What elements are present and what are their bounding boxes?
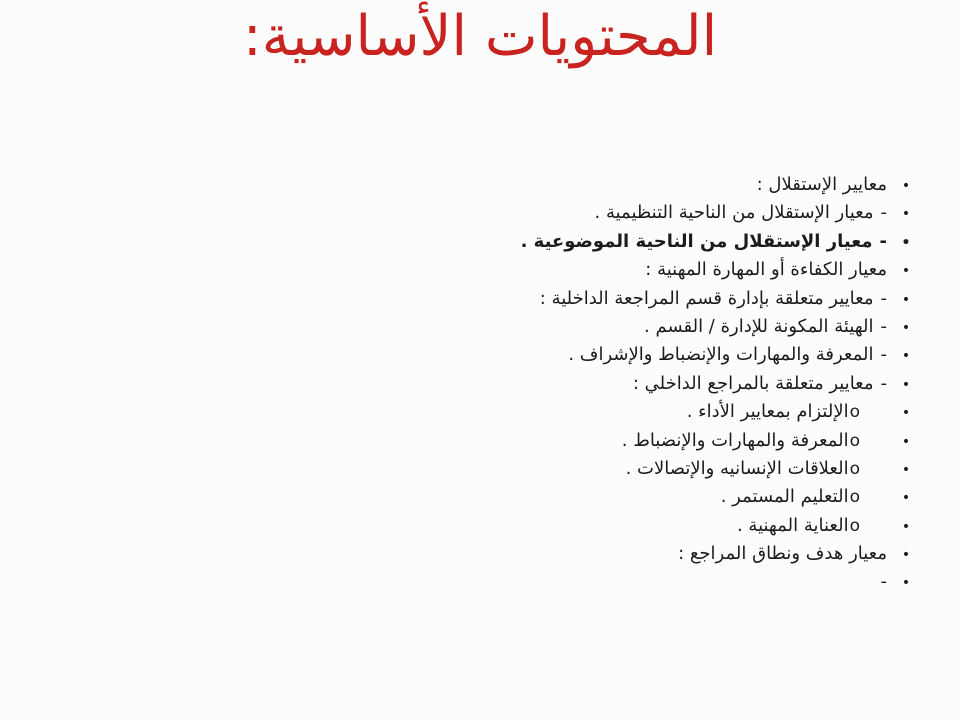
bullet-icon: • xyxy=(901,263,911,280)
bullet-icon: • xyxy=(901,376,911,393)
list-item-text: معيار الإستقلال من الناحية الموضوعية . xyxy=(520,230,873,252)
list-item xyxy=(521,455,912,483)
list-item-text: العلاقات الإنسانيه والإتصالات . xyxy=(625,457,849,479)
bullet-icon: • xyxy=(901,234,911,251)
bullet-icon: • xyxy=(901,490,911,507)
bullet-icon: • xyxy=(901,319,911,336)
list-item xyxy=(521,540,912,568)
dash-marker: - xyxy=(880,344,887,366)
list-item-text: معيار الكفاءة أو المهارة المهنية : xyxy=(645,259,887,281)
list-item xyxy=(521,427,912,455)
circle-marker: o xyxy=(849,458,860,479)
circle-marker: o xyxy=(849,430,860,451)
list-item xyxy=(521,285,912,313)
list-item-text: معايير الإستقلال : xyxy=(756,174,887,195)
dash-marker: - xyxy=(879,230,887,252)
bullet-icon: • xyxy=(901,206,911,223)
bullet-icon: • xyxy=(901,461,911,478)
list-item xyxy=(521,512,912,540)
page-title: المحتويات الأساسية: xyxy=(242,4,718,69)
circle-marker: o xyxy=(849,515,860,536)
list-item-text: المعرفة والمهارات والإنضباط والإشراف . xyxy=(568,344,874,366)
list-item-text: معايير متعلقة بالمراجع الداخلي : xyxy=(632,372,874,394)
bullet-icon: • xyxy=(901,575,911,592)
bullet-icon: • xyxy=(901,433,911,450)
list-item xyxy=(521,256,912,284)
list-item xyxy=(521,483,912,511)
list-item-text: معايير متعلقة بإدارة قسم المراجعة الداخلية : xyxy=(539,287,874,309)
list-item-text: التعليم المستمر . xyxy=(720,486,849,508)
dash-marker: - xyxy=(880,571,887,593)
circle-marker: o xyxy=(849,487,860,508)
bullet-icon: • xyxy=(901,348,911,365)
list-item-text: العناية المهنية . xyxy=(736,514,849,536)
bullet-icon: • xyxy=(901,518,911,535)
bullet-icon: • xyxy=(901,547,911,564)
list-item xyxy=(521,341,912,369)
list-item-text: الإلتزام بمعايير الأداء . xyxy=(686,401,849,423)
dash-marker: - xyxy=(880,287,887,309)
list-item xyxy=(521,228,912,256)
dash-marker: - xyxy=(880,202,887,224)
list-item-text: المعرفة والمهارات والإنضباط . xyxy=(621,429,849,451)
list-item-text: معيار هدف ونطاق المراجع : xyxy=(678,543,887,565)
list-item xyxy=(521,398,912,426)
list-item-text: الهيئة المكونة للإدارة / القسم . xyxy=(644,315,874,337)
bullet-icon: • xyxy=(901,291,911,308)
bullet-icon: • xyxy=(901,405,911,422)
contents-list xyxy=(521,171,912,597)
bullet-icon: • xyxy=(901,178,911,194)
dash-marker: - xyxy=(880,315,887,337)
list-item xyxy=(521,313,912,341)
circle-marker: o xyxy=(849,402,860,423)
list-item-text: معيار الإستقلال من الناحية التنظيمية . xyxy=(594,202,874,224)
dash-marker: - xyxy=(880,372,887,394)
list-item xyxy=(521,171,912,199)
list-item xyxy=(521,199,912,227)
list-item xyxy=(521,568,912,596)
list-item xyxy=(521,370,912,398)
